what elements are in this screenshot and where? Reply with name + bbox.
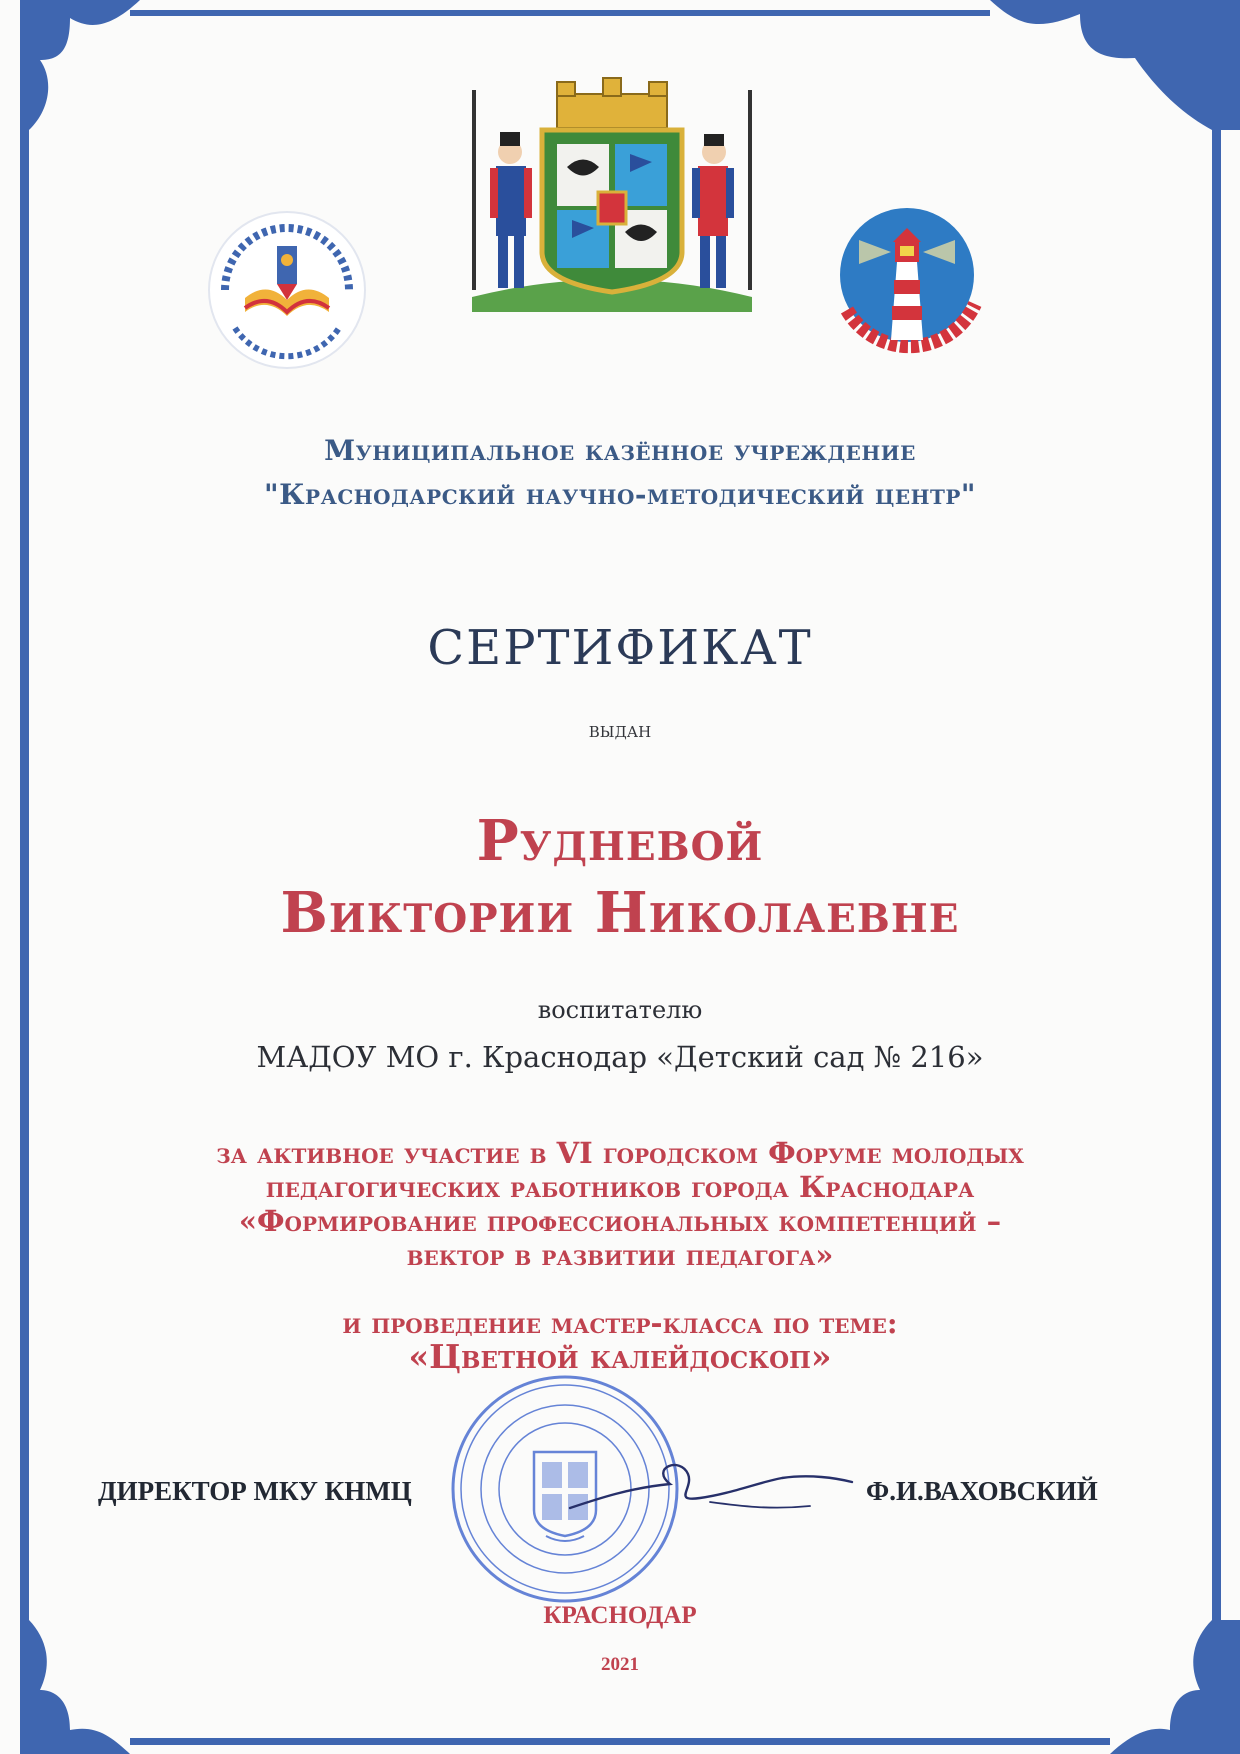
reason-line-4: вектор в развитии педагога» [406, 1238, 834, 1272]
krasnodar-coat-of-arms [462, 72, 762, 312]
director-title: ДИРЕКТОР МКУ КНМЦ [98, 1476, 412, 1506]
footer-city: КРАСНОДАР [543, 1602, 697, 1629]
reason-line-1: за активное участие в VI городском Форуме молодых [216, 1136, 1024, 1170]
kmnc-logo-emblem [205, 208, 370, 373]
footer-year: 2021 [601, 1654, 639, 1675]
director-name: Ф.И.ВАХОВСКИЙ [866, 1476, 1098, 1506]
handwritten-signature [560, 1448, 860, 1538]
institution-name: "Краснодарский научно-методический центр" [263, 478, 976, 511]
masterclass-line: и проведение мастер-класса по теме: [342, 1306, 898, 1340]
masterclass-topic: «Цветной калейдоскоп» [408, 1337, 832, 1376]
recipient-given-names: Виктории Николаевне [280, 880, 960, 946]
certificate-title: СЕРТИФИКАТ [427, 620, 813, 676]
reason-line-3: «Формирование профессиональных компетенций – [238, 1204, 1002, 1238]
recipient-organization: МАДОУ МО г. Краснодар «Детский сад № 216» [256, 1040, 984, 1074]
institution-type: Муниципальное казённое учреждение [324, 434, 916, 467]
reason-line-2: педагогических работников города Краснодара [265, 1170, 975, 1204]
issued-label: выдан [588, 718, 652, 743]
recipient-surname: Рудневой [476, 808, 764, 874]
recipient-position: воспитателю [537, 996, 703, 1024]
young-teacher-club-lighthouse-logo [805, 200, 1005, 380]
